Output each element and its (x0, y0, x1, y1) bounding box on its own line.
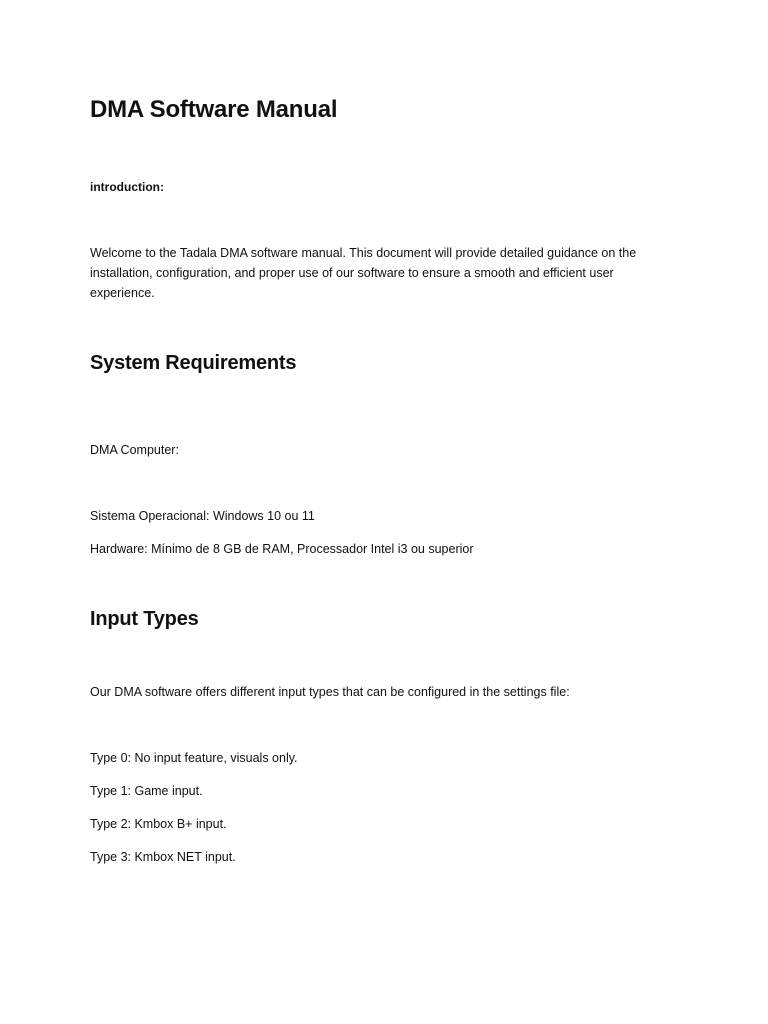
input-type-1: Type 1: Game input. (90, 784, 203, 798)
input-type-2: Type 2: Kmbox B+ input. (90, 817, 227, 831)
system-requirements-heading: System Requirements (90, 352, 297, 374)
intro-heading: introduction: (90, 180, 164, 194)
dma-computer-label: DMA Computer: (90, 443, 179, 457)
requirement-hardware: Hardware: Mínimo de 8 GB de RAM, Processador Intel i3 ou superior (90, 542, 474, 556)
input-type-3: Type 3: Kmbox NET input. (90, 850, 236, 864)
input-types-intro: Our DMA software offers different input types that can be configured in the settings file: (90, 685, 570, 699)
document-title: DMA Software Manual (90, 96, 338, 123)
intro-paragraph: Welcome to the Tadala DMA software manual. This document will provide detailed guidance on the installation, configuration, and proper use of our software to ensure a smooth and efficient user experience. (90, 246, 637, 300)
input-type-0: Type 0: No input feature, visuals only. (90, 751, 298, 765)
input-types-heading: Input Types (90, 608, 199, 630)
requirement-os: Sistema Operacional: Windows 10 ou 11 (90, 509, 315, 523)
